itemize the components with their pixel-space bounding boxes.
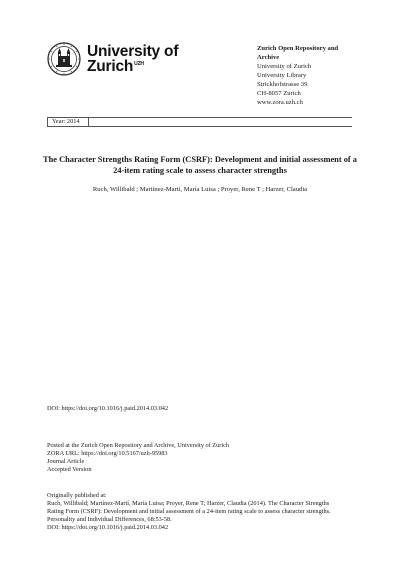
- doi-link[interactable]: DOI: https://doi.org/10.1016/j.paid.2014.03.042: [47, 405, 169, 412]
- citation-line: Ruch, Willibald; Martínez-Martí, María Luisa; Proyer, Rene T; Harzer, Claudia (2014). The Character Strengths: [47, 500, 330, 508]
- university-logo: [47, 42, 178, 76]
- repository-title: Zurich Open Repository and Archive: [257, 45, 339, 61]
- repository-line: CH-8057 Zurich: [257, 90, 301, 97]
- citation-heading: Originally published at:: [47, 492, 107, 499]
- university-seal-icon: [47, 42, 81, 76]
- logo-wordmark: [87, 44, 178, 75]
- logo-superscript: UZH: [134, 61, 144, 67]
- year-label: Year: 2014: [52, 117, 80, 125]
- repository-url[interactable]: www.zora.uzh.ch: [257, 99, 303, 106]
- repository-address: [257, 44, 357, 107]
- divider-bottom: [47, 126, 352, 127]
- divider-top: [47, 117, 352, 118]
- article-authors: Ruch, Willibald ; Martínez-Martí, María Luisa ; Proyer, Rene T ; Harzer, Claudia: [92, 186, 308, 193]
- posting-info: [47, 442, 357, 474]
- citation-block: [47, 492, 357, 532]
- repository-line: University Library: [257, 72, 307, 79]
- version-label: Accepted Version: [47, 466, 92, 474]
- logo-line-2-text: Zurich: [87, 58, 134, 75]
- zora-url[interactable]: ZORA URL: https://doi.org/10.5167/uzh-95983: [47, 450, 168, 458]
- item-type: Journal Article: [47, 458, 85, 466]
- repository-line: University of Zurich: [257, 63, 312, 70]
- logo-line-2: [87, 59, 178, 75]
- citation-line: Personality and Individual Differences, 68:53-58.: [47, 516, 172, 524]
- posting-line: Posted at the Zurich Open Repository and Archive, University of Zurich: [47, 442, 230, 449]
- citation-line: Rating Form (CSRF): Development and initial assessment of a 24-item rating scale to assess character strengths.: [47, 508, 331, 516]
- article-title: The Character Strengths Rating Form (CSRF): Development and initial assessment of a 24-item rating scale to assess character strengths: [43, 155, 357, 175]
- citation-doi-link[interactable]: DOI: https://doi.org/10.1016/j.paid.2014.03.042: [47, 524, 169, 532]
- logo-line-1: University of: [87, 42, 179, 60]
- repository-line: Strickhofstrasse 39: [257, 81, 308, 88]
